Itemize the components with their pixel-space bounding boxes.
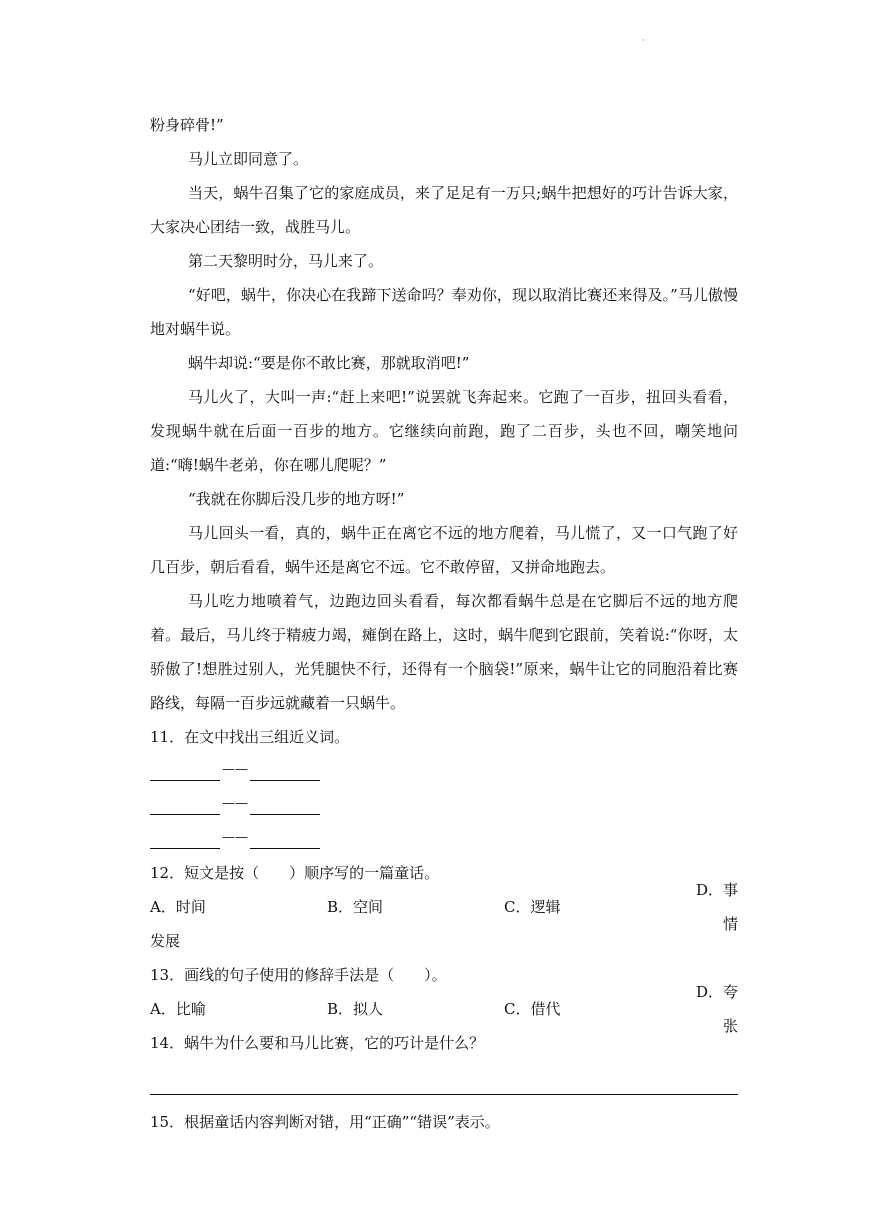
- question-15: 15．根据童话内容判断对错，用“正确”“错误”表示。: [150, 1113, 500, 1131]
- blank-field[interactable]: [150, 762, 220, 781]
- option-a[interactable]: A．时间: [150, 898, 206, 916]
- synonym-row: [150, 788, 738, 822]
- story-paragraph: 马儿回头一看，真的，蜗牛正在离它不远的地方爬着，马儿慌了，又一口气跑了好几百步，朝后看看，蜗牛还是离它不远。它不敢停留，又拼命地跑去。: [150, 524, 738, 576]
- blank-field[interactable]: [250, 762, 320, 781]
- answer-line[interactable]: [150, 1066, 738, 1095]
- question-13: 13．画线的句子使用的修辞手法是（ ）。: [150, 966, 447, 984]
- synonym-row: [150, 822, 738, 856]
- question-12-option-d-continuation: 发展: [150, 932, 181, 950]
- option-b[interactable]: B．拟人: [327, 1000, 384, 1018]
- story-text: [150, 108, 738, 720]
- story-paragraph: 第二天黎明时分，马儿来了。: [188, 252, 384, 270]
- story-paragraph: 马儿吃力地喷着气，边跑边回头看看，每次都看蜗牛总是在它脚后不远的地方爬着。最后，马儿终于精疲力竭，瘫倒在路上，这时，蜗牛爬到它跟前，笑着说:“你呀，太骄傲了!想胜过别人，光凭腿快不行，还得有一个脑袋!”原来，蜗牛让它的同胞沿着比赛路线，每隔一百步远就藏着一只蜗牛。: [150, 592, 738, 712]
- question-11: 11．在文中找出三组近义词。: [150, 728, 350, 746]
- synonym-blanks: [150, 754, 738, 856]
- story-paragraph: 当天，蜗牛召集了它的家庭成员，来了足足有一万只;蜗牛把想好的巧计告诉大家，大家决心团结一致，战胜马儿。: [150, 184, 738, 236]
- option-c[interactable]: C．逻辑: [504, 898, 561, 916]
- option-d[interactable]: D．夸张: [695, 983, 738, 1035]
- dash-separator: ——: [222, 830, 248, 845]
- synonym-row: [150, 754, 738, 788]
- story-paragraph: “我就在你脚后没几步的地方呀!”: [188, 490, 405, 508]
- option-c[interactable]: C．借代: [504, 1000, 561, 1018]
- option-d[interactable]: D．事情: [695, 881, 738, 933]
- option-b[interactable]: B．空间: [327, 898, 384, 916]
- blank-field[interactable]: [250, 830, 320, 849]
- blank-field[interactable]: [150, 796, 220, 815]
- story-paragraph: 蜗牛却说:“要是你不敢比赛，那就取消吧!”: [188, 354, 470, 372]
- question-12-options: [150, 881, 738, 933]
- question-12: 12．短文是按（ ）顺序写的一篇童话。: [150, 864, 440, 882]
- story-paragraph: 马儿火了，大叫一声:“赶上来吧!”说罢就飞奔起来。它跑了一百步，扭回头看看，发现蜗牛就在后面一百步的地方。它继续向前跑，跑了二百步，头也不回，嘲笑地问道:“嗨!蜗牛老弟，你在哪儿爬呢？”: [150, 388, 738, 474]
- blank-field[interactable]: [250, 796, 320, 815]
- dash-separator: ——: [222, 762, 248, 777]
- question-13-options: [150, 983, 738, 1035]
- story-paragraph: 马儿立即同意了。: [188, 150, 309, 168]
- dash-separator: ——: [222, 796, 248, 811]
- blank-field[interactable]: [150, 830, 220, 849]
- option-a[interactable]: A．比喻: [150, 1000, 206, 1018]
- page-content: [150, 108, 738, 1139]
- question-14: 14．蜗牛为什么要和马儿比赛，它的巧计是什么？: [150, 1034, 485, 1052]
- story-paragraph: “好吧，蜗牛，你决心在我蹄下送命吗？奉劝你，现以取消比赛还来得及。”马儿傲慢地对蜗牛说。: [150, 286, 738, 338]
- header-mark: ·: [642, 36, 645, 45]
- story-paragraph: 粉身碎骨!”: [150, 116, 224, 134]
